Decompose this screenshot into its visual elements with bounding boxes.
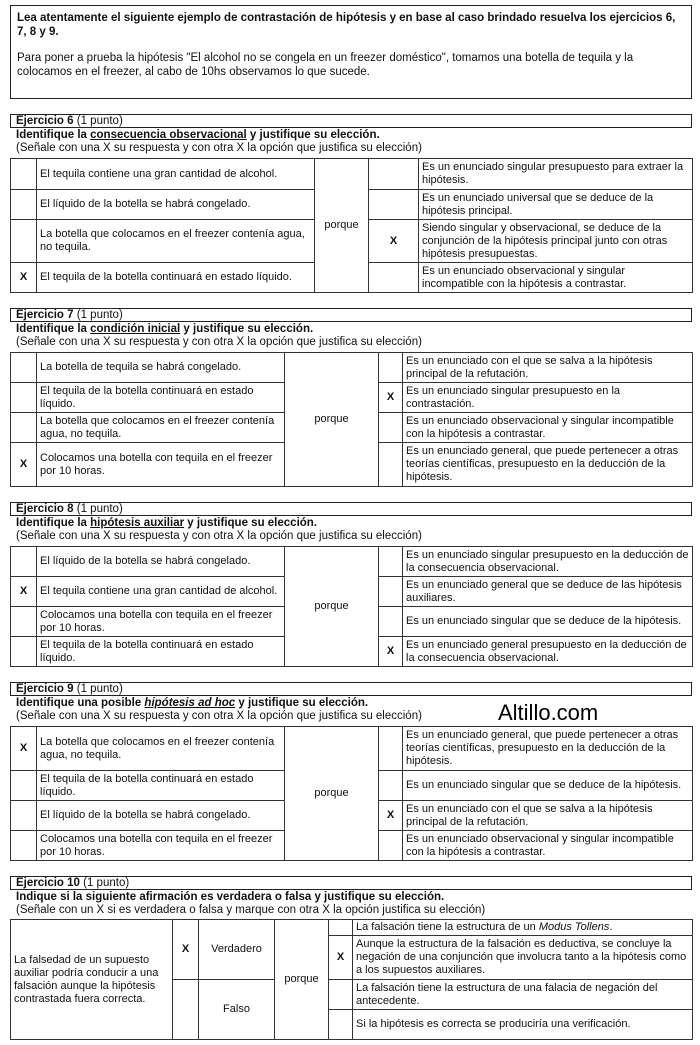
intro-paragraph: Para poner a prueba la hipótesis "El alcohol no se congela en un freezer doméstico", tomamos una botella de tequila y la colocamos en el freezer, al cabo de 10hs observamos lo que sucede. (17, 52, 634, 78)
option-text: El líquido de la botella se habrá congelado. (37, 547, 285, 577)
exercise-points: (1 punto) (76, 503, 123, 515)
answer-checkbox[interactable] (11, 353, 37, 383)
justification-text: Es un enunciado universal que se deduce de la hipótesis principal. (419, 190, 693, 220)
answer-checkbox[interactable]: X (11, 443, 37, 487)
option-text: Colocamos una botella con tequila en el freezer por 10 horas. (37, 607, 285, 637)
exercise-hint: (Señale con una X su respuesta y con otra X la opción que justifica su elección) (16, 710, 422, 722)
justification-checkbox[interactable] (379, 577, 403, 607)
watermark: Altillo.com (498, 700, 599, 725)
answer-checkbox[interactable]: X (11, 263, 37, 293)
exercise-6-title (10, 114, 692, 128)
justification-text: Es un enunciado singular presupuesto para extraer la hipótesis. (419, 159, 693, 190)
exercise-10-table (10, 919, 693, 1040)
answer-checkbox[interactable] (11, 413, 37, 443)
exercise-7-instructions (10, 323, 692, 349)
exercise-8-table (10, 546, 693, 667)
answer-checkbox[interactable]: X (11, 577, 37, 607)
question-keyword: hipótesis auxiliar (90, 517, 185, 529)
justification-checkbox[interactable] (379, 831, 403, 861)
justification-text: Es un enunciado singular que se deduce de la hipótesis. (403, 607, 693, 637)
justification-checkbox[interactable]: X (379, 383, 403, 413)
answer-checkbox[interactable] (11, 831, 37, 861)
justification-text: Es un enunciado singular presupuesto en la contrastación. (403, 383, 693, 413)
answer-checkbox[interactable] (11, 220, 37, 263)
option-text: El tequila contiene una gran cantidad de alcohol. (37, 577, 285, 607)
exercise-title-label: Ejercicio 10 (16, 877, 80, 889)
justification-text: Es un enunciado singular que se deduce de la hipótesis. (403, 771, 693, 801)
answer-checkbox[interactable] (11, 607, 37, 637)
exercise-hint: (Señale con una X su respuesta y con otra X la opción que justifica su elección) (16, 336, 422, 348)
option-text: El tequila de la botella continuará en estado líquido. (37, 637, 285, 667)
answer-checkbox[interactable] (11, 383, 37, 413)
exercise-7-title (10, 308, 692, 322)
table-row (11, 920, 693, 936)
answer-checkbox[interactable] (11, 771, 37, 801)
option-text: La botella que colocamos en el freezer contenía agua, no tequila. (37, 413, 285, 443)
justification-text: Es un enunciado con el que se salva a la hipótesis principal de la refutación. (403, 801, 693, 831)
justification-checkbox[interactable]: X (379, 801, 403, 831)
option-text: El tequila contiene una gran cantidad de alcohol. (37, 159, 315, 190)
option-text: La botella que colocamos en el freezer contenía agua, no tequila. (37, 220, 315, 263)
exercise-hint: (Señale con un X si es verdadera o falsa y marque con otra X la opción justifica su elección) (16, 904, 486, 916)
table-row (11, 353, 693, 383)
justification-checkbox[interactable] (379, 353, 403, 383)
justification-checkbox[interactable] (379, 413, 403, 443)
justification-checkbox[interactable] (379, 607, 403, 637)
exercise-8-title (10, 502, 692, 516)
exercise-6-instructions (10, 129, 692, 155)
answer-checkbox[interactable] (11, 190, 37, 220)
exercise-points: (1 punto) (76, 115, 123, 127)
porque-label: porque (285, 353, 379, 487)
answer-checkbox[interactable]: X (11, 727, 37, 771)
justification-text: Es un enunciado observacional y singular incompatible con la hipótesis a contrastar. (403, 413, 693, 443)
justification-checkbox[interactable] (379, 443, 403, 487)
justification-text: Es un enunciado con el que se salva a la hipótesis principal de la refutación. (403, 353, 693, 383)
exercise-title-label: Ejercicio 8 (16, 503, 74, 515)
option-text: El tequila de la botella continuará en estado líquido. (37, 771, 285, 801)
exercise-title-label: Ejercicio 9 (16, 683, 74, 695)
exercise-10-title (10, 876, 692, 890)
justification-text: Es un enunciado observacional y singular incompatible con la hipótesis a contrastar. (419, 263, 693, 293)
exercise-9-table (10, 726, 693, 861)
justification-checkbox[interactable]: X (379, 637, 403, 667)
option-text: Colocamos una botella con tequila en el freezer por 10 horas. (37, 443, 285, 487)
justification-text: Es un enunciado observacional y singular incompatible con la hipótesis a contrastar. (403, 831, 693, 861)
justification-checkbox[interactable] (369, 263, 419, 293)
exercise-title-label: Ejercicio 6 (16, 115, 74, 127)
justification-checkbox[interactable] (379, 547, 403, 577)
exercise-10-instructions (10, 891, 692, 917)
statement-text: La falsedad de un supuesto auxiliar podría conducir a una falsación aunque la hipótesis contrastada fuera correcta. (11, 920, 173, 1040)
justification-text: Aunque la estructura de la falsación es deductiva, se concluye la negación de una conjunción que involucra tanto a la hipótesis como a los supuestos auxiliares. (353, 936, 693, 980)
justification-checkbox[interactable]: X (329, 936, 353, 980)
option-text: El líquido de la botella se habrá congelado. (37, 190, 315, 220)
justification-text: Siendo singular y observacional, se deduce de la conjunción de la hipótesis principal junto con otras hipótesis presupuestas. (419, 220, 693, 263)
exercise-title-label: Ejercicio 7 (16, 309, 74, 321)
justification-checkbox[interactable] (369, 159, 419, 190)
intro-box (10, 5, 692, 99)
table-row (11, 159, 693, 190)
answer-checkbox[interactable] (11, 547, 37, 577)
exercise-question: Identifique la consecuencia observacional y justifique su elección. (16, 129, 380, 141)
table-row (11, 727, 693, 771)
justification-checkbox[interactable] (329, 920, 353, 936)
exercise-hint: (Señale con una X su respuesta y con otra X la opción que justifica su elección) (16, 530, 422, 542)
justification-text: Es un enunciado general presupuesto en la deducción de la consecuencia observacional. (403, 637, 693, 667)
justification-text: Si la hipótesis es correcta se produciría una verificación. (353, 1010, 693, 1040)
exercise-8-instructions (10, 517, 692, 543)
exercise-9-title (10, 682, 692, 696)
exercise-points: (1 punto) (83, 877, 130, 889)
exercise-points: (1 punto) (76, 309, 123, 321)
justification-checkbox[interactable] (329, 980, 353, 1010)
justification-checkbox[interactable] (329, 1010, 353, 1040)
option-text: El tequila de la botella continuará en estado líquido. (37, 263, 315, 293)
porque-label: porque (315, 159, 369, 293)
porque-label: porque (285, 547, 379, 667)
answer-checkbox[interactable] (11, 159, 37, 190)
false-label: Falso (199, 980, 275, 1040)
justification-text: Es un enunciado general, que puede pertenecer a otras teorías científicas, presupuesto en la deducción de la hipótesis. (403, 443, 693, 487)
porque-label: porque (275, 920, 329, 1040)
option-text: La botella que colocamos en el freezer contenía agua, no tequila. (37, 727, 285, 771)
option-text: El tequila de la botella continuará en estado líquido. (37, 383, 285, 413)
question-keyword: consecuencia observacional (90, 129, 247, 141)
option-text: La botella de tequila se habrá congelado. (37, 353, 285, 383)
justification-text: Es un enunciado singular presupuesto en la deducción de la consecuencia observacional. (403, 547, 693, 577)
exercise-question: Identifique la condición inicial y justifique su elección. (16, 323, 314, 335)
false-checkbox[interactable] (173, 980, 199, 1040)
exercise-points: (1 punto) (76, 683, 123, 695)
exercise-question: Identifique la hipótesis auxiliar y justifique su elección. (16, 517, 318, 529)
justification-text: Es un enunciado general, que puede pertenecer a otras teorías científicas, presupuesto en la deducción de la hipótesis. (403, 727, 693, 771)
question-keyword: condición inicial (90, 323, 181, 335)
question-keyword: hipótesis ad hoc (144, 697, 236, 709)
justification-text: La falsación tiene la estructura de un Modus Tollens. (353, 920, 693, 936)
justification-checkbox[interactable]: X (369, 220, 419, 263)
option-text: El líquido de la botella se habrá congelado. (37, 801, 285, 831)
exercise-question: Identifique una posible hipótesis ad hoc y justifique su elección. (16, 697, 369, 709)
porque-label: porque (285, 727, 379, 861)
justification-checkbox[interactable] (379, 727, 403, 771)
justification-text: La falsación tiene la estructura de una falacia de negación del antecedente. (353, 980, 693, 1010)
true-checkbox[interactable]: X (173, 920, 199, 980)
exercise-7-table (10, 352, 693, 487)
justification-checkbox[interactable] (379, 771, 403, 801)
exercise-hint: (Señale con una X su respuesta y con otra X la opción que justifica su elección) (16, 142, 422, 154)
true-label: Verdadero (199, 920, 275, 980)
exercise-question: Indique si la siguiente afirmación es verdadera o falsa y justifique su elección. (16, 891, 445, 903)
modus-tollens-term: Modus Tollens (538, 921, 610, 933)
option-text: Colocamos una botella con tequila en el freezer por 10 horas. (37, 831, 285, 861)
table-row (11, 547, 693, 577)
answer-checkbox[interactable] (11, 801, 37, 831)
exercise-6-table (10, 158, 693, 293)
justification-text: Es un enunciado general que se deduce de las hipótesis auxiliares. (403, 577, 693, 607)
answer-checkbox[interactable] (11, 637, 37, 667)
intro-instruction: Lea atentamente el siguiente ejemplo de contrastación de hipótesis y en base al caso brindado resuelva los ejercicios 6, 7, 8 y 9. (17, 12, 676, 38)
justification-checkbox[interactable] (369, 190, 419, 220)
